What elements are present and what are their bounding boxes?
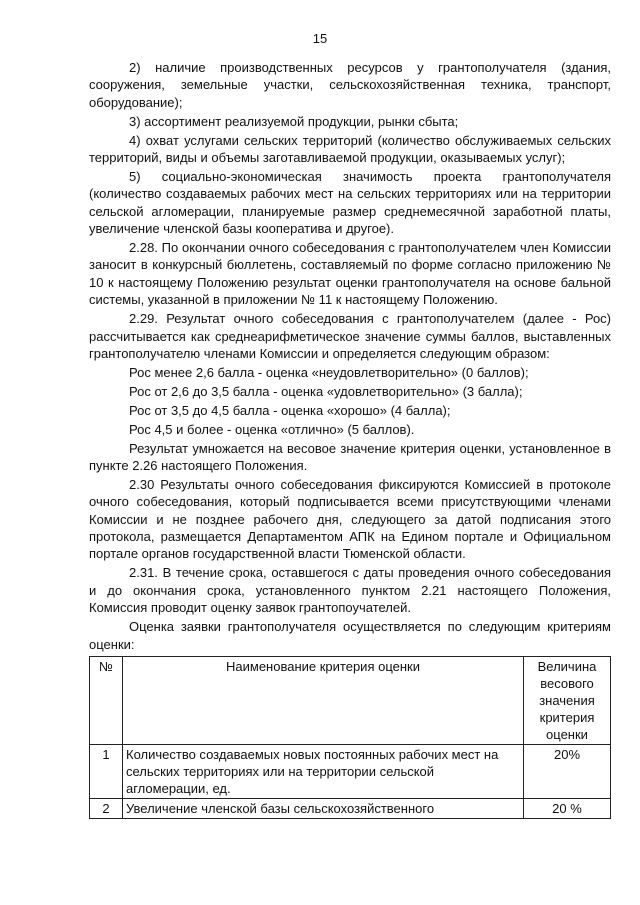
header-weight: Величина весового значения критерия оценки — [524, 656, 611, 744]
paragraph-item-3: 3) ассортимент реализуемой продукции, рынки сбыта; — [129, 113, 459, 129]
paragraph-2-30: 2.30 Результаты очного собеседования фиксируются Комиссией в протоколе очного собеседования, который подписывается всеми присутствующими членами Комиссии и не позднее рабочего дня, следующего за датой подписания этого протокола, размещается Департаментом АПК на Едином портале и Официальном портале органов государственной власти Тюменской области. — [89, 476, 611, 562]
table-header-row — [90, 656, 611, 744]
row-weight: 20% — [524, 744, 611, 798]
score-rule-satisfactory: Рос от 2,6 до 3,5 балла - оценка «удовлетворительно» (3 балла); — [129, 383, 523, 399]
table-row — [90, 798, 611, 818]
score-rule-unsatisfactory: Рос менее 2,6 балла - оценка «неудовлетворительно» (0 баллов); — [129, 364, 529, 380]
paragraph-criteria-intro: Оценка заявки грантополучателя осуществляется по следующим критериям оценки: — [89, 619, 611, 652]
paragraph-2-28: 2.28. По окончании очного собеседования с грантополучателем член Комиссии заносит в конкурсный бюллетень, составляемый по форме согласно приложению № 10 к настоящему Положению результат оценки грантополучателя на основе бальной системы, указанной в приложении № 11 к настоящему Положению. — [89, 240, 611, 308]
paragraph-item-5: 5) социально-экономическая значимость проекта грантополучателя (количество создаваемых рабочих мест на сельских территориях или на территории сельской агломерации, планируемые размер среднемесячной заработной платы, увеличение членской базы кооператива и другое). — [89, 168, 611, 237]
paragraph-2-29: 2.29. Результат очного собеседования с грантополучателем (далее - Рос) рассчитывается как среднеарифметическое значение суммы баллов, выставленных грантополучателю членами Комиссии и определяется следующим образом: — [89, 311, 611, 361]
page-body — [89, 59, 611, 819]
score-rule-excellent: Рос 4,5 и более - оценка «отлично» (5 баллов). — [129, 421, 415, 437]
paragraph-2-31: 2.31. В течение срока, оставшегося с даты проведения очного собеседования и до окончания срока, установленного пунктом 2.21 настоящего Положения, Комиссия проводит оценку заявок грантопоучателей. — [89, 565, 611, 616]
table-row — [90, 744, 611, 798]
header-criterion-name: Наименование критерия оценки — [123, 656, 524, 744]
row-number: 2 — [90, 798, 123, 818]
paragraph-result-multiplied: Результат умножается на весовое значение критерия оценки, установленное в пункте 2.26 настоящего Положения. — [89, 440, 611, 473]
paragraph-item-2: 2) наличие производственных ресурсов у грантополучателя (здания, сооружения, земельные участки, сельскохозяйственная техника, транспорт, оборудование); — [89, 60, 611, 110]
header-number: № — [90, 656, 123, 744]
row-criterion-name: Количество создаваемых новых постоянных рабочих мест на сельских территориях или на территории сельской агломерации, ед. — [123, 744, 524, 798]
paragraph-item-4: 4) охват услугами сельских территорий (количество обслуживаемых сельских территорий, виды и объемы заготавливаемой продукции, оказываемых услуг); — [89, 132, 611, 166]
page-number: 15 — [312, 31, 328, 46]
criteria-table — [89, 656, 611, 819]
row-number: 1 — [90, 744, 123, 798]
row-weight: 20 % — [524, 798, 611, 818]
row-criterion-name: Увеличение членской базы сельскохозяйственного — [123, 798, 524, 818]
score-rule-good: Рос от 3,5 до 4,5 балла - оценка «хорошо» (4 балла); — [129, 402, 451, 418]
